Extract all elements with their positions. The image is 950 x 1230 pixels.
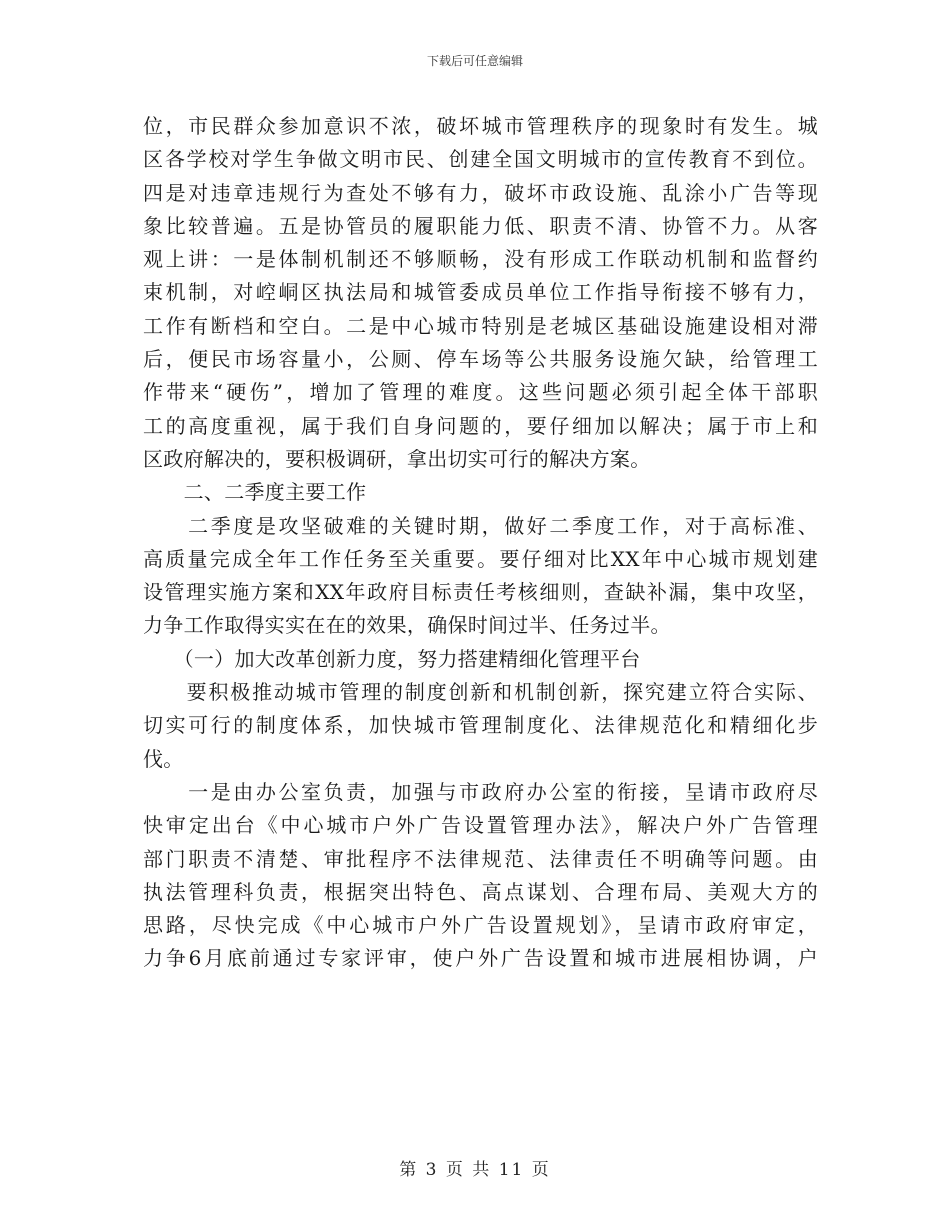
text-line: 区政府解决的，要积极调研，拿出切实可行的解决方案。 — [143, 446, 651, 471]
page-header-note: 下载后可任意编辑 — [426, 54, 523, 68]
text-line: 后，便民市场容量小，公厕、停车场等公共服务设施欠缺，给管理工 — [143, 347, 818, 372]
text-line: 四是对违章违规行为查处不够有力，破坏市政设施、乱涂小广告等现 — [143, 180, 818, 205]
text-line: 工作有断档和空白。二是中心城市特别是老城区基础设施建设相对滞 — [143, 313, 818, 338]
text-line: 一是由办公室负责，加强与市政府办公室的衔接，呈请市政府尽 — [143, 779, 818, 804]
text-line: 高质量完成全年工作任务至关重要。要仔细对比XX年中心城市规划建 — [143, 546, 818, 571]
text-line: 思路，尽快完成《中心城市户外广告设置规划》，呈请市政府审定， — [143, 913, 818, 938]
text-line: 位，市民群众参加意识不浓，破坏城市管理秩序的现象时有发生。城 — [143, 114, 818, 138]
section-heading: 二、二季度主要工作 — [143, 480, 367, 505]
text-line: 部门职责不清楚、审批程序不法律规范、法律责任不明确等问题。由 — [143, 846, 818, 871]
text-line: 工的高度重视，属于我们自身问题的，要仔细加以解决；属于市上和 — [143, 413, 818, 438]
text-line: 执法管理科负责，根据突出特色、高点谋划、合理布局、美观大方的 — [143, 879, 818, 904]
text-line: 快审定出台《中心城市户外广告设置管理办法》，解决户外广告管理 — [143, 813, 818, 838]
document-body — [143, 110, 818, 976]
page-number-footer: 第 3 页 共 11 页 — [399, 1160, 551, 1180]
subsection-heading: （一）加大改革创新力度，努力搭建精细化管理平台 — [143, 646, 641, 671]
text-line: 力争工作取得实实在在的效果，确保时间过半、任务过半。 — [143, 613, 671, 638]
text-line: 伐。 — [143, 746, 184, 771]
text-line: 二季度是攻坚破难的关键时期，做好二季度工作，对于高标准、 — [143, 513, 818, 538]
text-line: 区各学校对学生争做文明市民、创建全国文明城市的宣传教育不到位。 — [143, 147, 818, 172]
text-line: 设管理实施方案和XX年政府目标责任考核细则，查缺补漏，集中攻坚， — [143, 580, 818, 605]
text-line: 作带来“硬伤”，增加了管理的难度。这些问题必须引起全体干部职 — [143, 380, 818, 405]
text-line: 要积极推动城市管理的制度创新和机制创新，探究建立符合实际、 — [143, 680, 818, 705]
text-line: 象比较普遍。五是协管员的履职能力低、职责不清、协管不力。从客 — [143, 213, 818, 238]
text-line: 观上讲：一是体制机制还不够顺畅，没有形成工作联动机制和监督约 — [143, 247, 818, 272]
text-line: 束机制，对崆峒区执法局和城管委成员单位工作指导衔接不够有力， — [143, 280, 818, 305]
text-line: 切实可行的制度体系，加快城市管理制度化、法律规范化和精细化步 — [143, 713, 818, 738]
text-line: 力争6月底前通过专家评审，使户外广告设置和城市进展相协调，户 — [143, 946, 818, 971]
